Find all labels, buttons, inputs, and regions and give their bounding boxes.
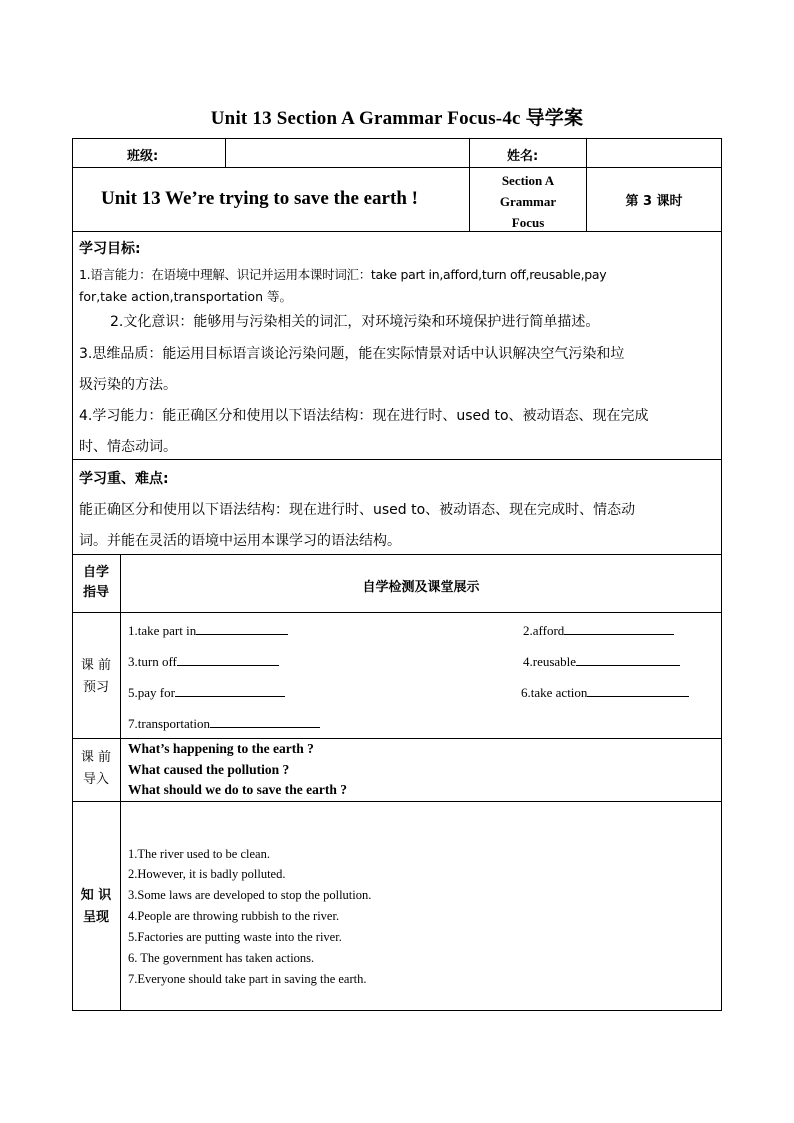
preview-item: 3.turn off [128,653,279,670]
intro-question: What should we do to save the earth ? [128,782,348,797]
knowledge-sentence: 2.However, it is badly polluted. [128,867,286,881]
name-field[interactable] [587,139,721,166]
knowledge-sentence: 3.Some laws are developed to stop the pollution. [128,888,372,902]
knowledge-sentence: 6. The government has taken actions. [128,951,315,965]
name-label: 姓名: [507,149,539,164]
preview-item: 5.pay for [128,684,285,701]
knowledge-label: 知 识 呈现 [80,888,112,925]
section-label: Section A Grammar Focus [499,173,557,230]
knowledge-sentence: 4.People are throwing rubbish to the river. [128,909,340,923]
period-label: 第 3 课时 [625,194,683,209]
row-divider [72,167,722,168]
goal-line: 1.语言能力：在语境中理解、识记并运用本课时词汇：take part in,afford,turn off,reusable,pay [79,267,607,282]
goal-line: 2.文化意识：能够用与污染相关的词汇，对环境污染和环境保护进行简单描述。 [110,314,600,330]
row-divider [72,554,722,555]
class-label: 班级: [127,149,159,164]
page-title: Unit 13 Section A Grammar Focus-4c 导学案 [210,108,584,129]
knowledge-sentence: 1.The river used to be clean. [128,847,270,861]
answer-blank[interactable] [576,653,680,666]
keypoints-line: 能正确区分和使用以下语法结构：现在进行时、used to、被动语态、现在完成时、情态动 [79,502,636,518]
preview-item: 2.afford [523,622,674,639]
answer-blank[interactable] [564,622,674,635]
self-study-heading: 自学检测及课堂展示 [362,580,480,595]
self-study-label: 自学 指导 [82,565,109,600]
knowledge-sentence: 5.Factories are putting waste into the river. [128,930,342,944]
goal-line: 4.学习能力：能正确区分和使用以下语法结构：现在进行时、used to、被动语态、现在完成 [79,408,649,424]
preview-label: 课 前 预习 [80,658,112,695]
class-field[interactable] [226,139,468,166]
row-divider [72,459,722,460]
goal-line: 3.思维品质：能运用目标语言谈论污染问题，能在实际情景对话中认识解决空气污染和垃 [79,346,625,362]
preview-item: 4.reusable [523,653,680,670]
keypoints-line: 词。并能在灵活的语境中运用本课学习的语法结构。 [79,533,401,549]
answer-blank[interactable] [196,622,288,635]
preview-item: 7.transportation [128,715,320,732]
answer-blank[interactable] [210,715,320,728]
intro-question: What caused the pollution ? [128,762,290,777]
col-divider [120,554,121,1011]
answer-blank[interactable] [587,684,689,697]
intro-question: What’s happening to the earth ? [128,741,314,756]
answer-blank[interactable] [177,653,279,666]
preview-item: 6.take action [521,684,689,701]
row-divider [72,231,722,232]
goal-line: 圾污染的方法。 [79,377,177,393]
intro-label: 课 前 导入 [80,750,112,787]
row-divider [72,738,722,739]
goal-line: for,take action,transportation 等。 [79,289,292,304]
row-divider [72,612,722,613]
preview-item: 1.take part in [128,622,288,639]
knowledge-sentence: 7.Everyone should take part in saving the earth. [128,972,367,986]
goals-heading: 学习目标: [79,241,141,257]
goal-line: 时、情态动词。 [79,439,177,455]
unit-title: Unit 13 We’re trying to save the earth ! [101,188,418,209]
answer-blank[interactable] [175,684,285,697]
keypoints-heading: 学习重、难点: [79,471,169,487]
row-divider [72,801,722,802]
